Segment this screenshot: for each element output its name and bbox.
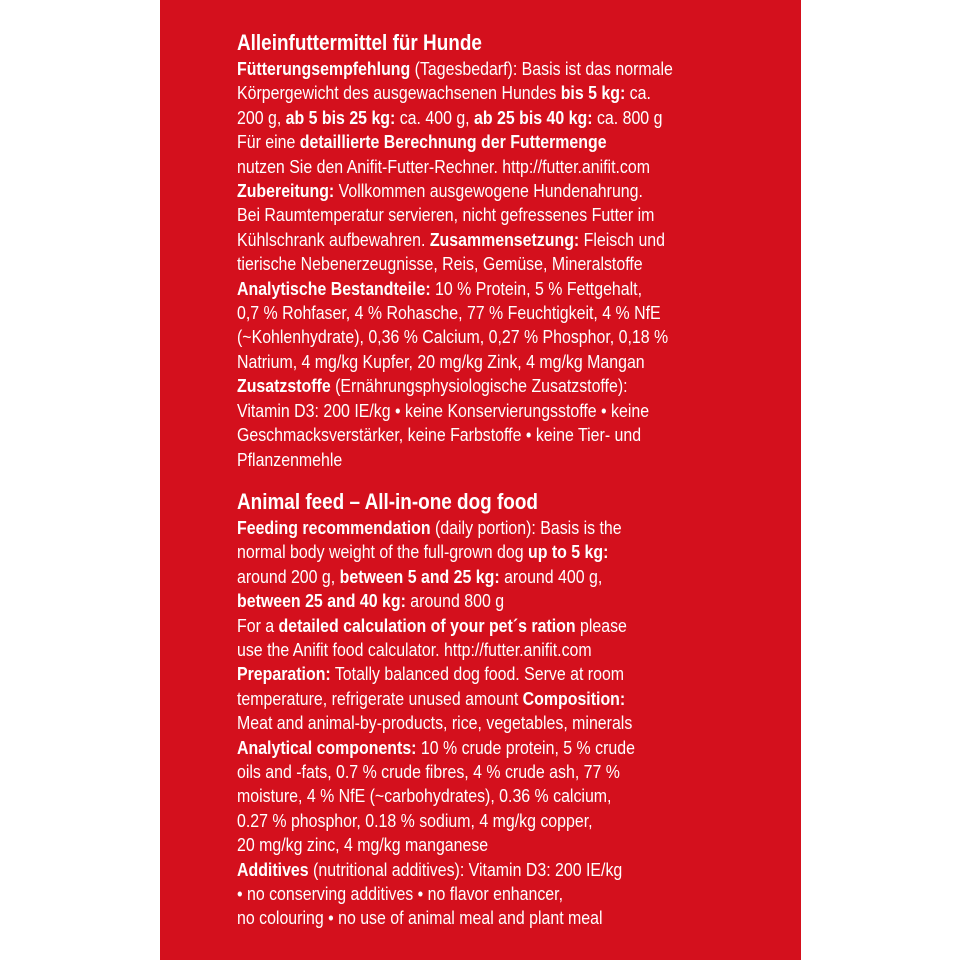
text-run: 200 g, xyxy=(237,106,286,128)
text-run: 0,7 % Rohfaser, 4 % Rohasche, 77 % Feuchtigkeit, 4 % NfE xyxy=(237,302,661,324)
text-run: Körpergewicht des ausgewachsenen Hundes xyxy=(237,82,561,104)
bold-run: ab 25 bis 40 kg: xyxy=(474,106,593,128)
text-run: moisture, 4 % NfE (~carbohydrates), 0.36 % calcium, xyxy=(237,785,612,807)
text-line xyxy=(237,760,719,784)
text-run: Fleisch und xyxy=(579,228,665,250)
text-run: oils and -fats, 0.7 % crude fibres, 4 % crude ash, 77 % xyxy=(237,760,620,782)
text-run: (Ernährungsphysiologische Zusatzstoffe): xyxy=(330,375,628,397)
text-run: ca. xyxy=(625,82,651,104)
text-run: Bei Raumtemperatur servieren, nicht gefressenes Futter im xyxy=(237,204,655,226)
text-line xyxy=(237,858,719,882)
text-run: ca. 400 g, xyxy=(395,106,475,128)
bold-run: detailed calculation of your pet´s ration xyxy=(278,614,576,636)
text-run: Vollkommen ausgewogene Hundenahrung. xyxy=(334,180,643,202)
text-line xyxy=(237,687,719,711)
text-run: around 800 g xyxy=(405,590,505,612)
text-run: (nutritional additives): Vitamin D3: 200 IE/kg xyxy=(308,858,623,880)
text-run: use the Anifit food calculator. http://futter.anifit.com xyxy=(237,638,592,660)
bold-run: Additives xyxy=(237,858,309,880)
label-text-block xyxy=(237,29,797,931)
text-line xyxy=(237,399,719,423)
text-run: tierische Nebenerzeugnisse, Reis, Gemüse, Mineralstoffe xyxy=(237,253,643,275)
bold-run: Preparation: xyxy=(237,663,331,685)
section-title: Animal feed – All-in-one dog food xyxy=(237,488,538,514)
bold-run: Zusatzstoffe xyxy=(237,375,331,397)
text-line xyxy=(237,228,719,252)
text-line xyxy=(237,882,719,906)
text-line xyxy=(237,130,719,154)
text-line xyxy=(237,203,719,227)
text-line xyxy=(237,614,719,638)
text-line xyxy=(237,81,719,105)
bold-run: Feeding recommendation xyxy=(237,516,431,538)
text-line xyxy=(237,809,719,833)
text-run: 0.27 % phosphor, 0.18 % sodium, 4 mg/kg copper, xyxy=(237,809,593,831)
section-body xyxy=(237,516,797,931)
text-line xyxy=(237,106,719,130)
text-run: 10 % crude protein, 5 % crude xyxy=(416,736,635,758)
bold-run: bis 5 kg: xyxy=(560,82,626,104)
text-run: Geschmacksverstärker, keine Farbstoffe • keine Tier- und xyxy=(237,424,642,446)
text-line xyxy=(237,662,719,686)
text-line xyxy=(237,252,719,276)
text-run: 10 % Protein, 5 % Fettgehalt, xyxy=(430,277,643,299)
text-line xyxy=(237,325,719,349)
bold-run: Composition: xyxy=(522,687,626,709)
text-run: Natrium, 4 mg/kg Kupfer, 20 mg/kg Zink, 4 mg/kg Mangan xyxy=(237,350,645,372)
text-run: normal body weight of the full-grown dog xyxy=(237,541,528,563)
text-line xyxy=(237,833,719,857)
text-line xyxy=(237,906,719,930)
text-line xyxy=(237,155,719,179)
text-run: (Tagesbedarf): Basis ist das normale xyxy=(410,58,673,79)
text-run: around 400 g, xyxy=(499,565,603,587)
section-title: Alleinfuttermittel für Hunde xyxy=(237,30,482,55)
text-line xyxy=(237,638,719,662)
text-run: no colouring • no use of animal meal and plant meal xyxy=(237,907,603,929)
bold-run: detaillierte Berechnung der Futtermenge xyxy=(299,131,607,153)
text-line xyxy=(237,423,719,447)
text-run: nutzen Sie den Anifit-Futter-Rechner. http://futter.anifit.com xyxy=(237,155,651,177)
text-line xyxy=(237,179,719,203)
text-line xyxy=(237,374,719,398)
text-run: (daily portion): Basis is the xyxy=(430,516,622,538)
text-line xyxy=(237,711,719,735)
text-line xyxy=(237,516,719,540)
text-run: Kühlschrank aufbewahren. xyxy=(237,228,430,250)
section-german xyxy=(237,29,797,472)
text-line xyxy=(237,350,719,374)
bold-run: Zusammensetzung: xyxy=(429,228,580,250)
text-run: • no conserving additives • no flavor enhancer, xyxy=(237,883,564,904)
text-line xyxy=(237,301,719,325)
bold-run: Fütterungsempfehlung xyxy=(237,58,411,79)
text-run: Vitamin D3: 200 IE/kg • keine Konservierungsstoffe • keine xyxy=(237,399,650,421)
bold-run: Analytical components: xyxy=(237,736,417,758)
text-line xyxy=(237,589,719,613)
bold-run: Zubereitung: xyxy=(237,180,335,202)
section-body xyxy=(237,57,797,472)
text-run: around 200 g, xyxy=(237,565,340,587)
text-line xyxy=(237,57,719,81)
text-run: Meat and animal-by-products, rice, vegetables, minerals xyxy=(237,712,633,734)
text-line xyxy=(237,565,719,589)
section-english xyxy=(237,488,797,931)
text-run: ca. 800 g xyxy=(592,106,663,128)
text-line xyxy=(237,540,719,564)
text-run: 20 mg/kg zinc, 4 mg/kg manganese xyxy=(237,834,489,856)
bold-run: Analytische Bestandteile: xyxy=(237,277,431,299)
text-line xyxy=(237,277,719,301)
text-run: Pflanzenmehle xyxy=(237,448,343,470)
bold-run: up to 5 kg: xyxy=(527,541,609,563)
text-line xyxy=(237,784,719,808)
text-run: (~Kohlenhydrate), 0,36 % Calcium, 0,27 % Phosphor, 0,18 % xyxy=(237,326,669,348)
text-run: temperature, refrigerate unused amount xyxy=(237,687,523,709)
text-run: please xyxy=(575,614,627,636)
text-run: Totally balanced dog food. Serve at room xyxy=(330,663,625,685)
text-run: For a xyxy=(237,614,279,636)
bold-run: between 5 and 25 kg: xyxy=(339,565,500,587)
text-line xyxy=(237,736,719,760)
text-line xyxy=(237,448,719,472)
text-run: Für eine xyxy=(237,131,300,153)
bold-run: ab 5 bis 25 kg: xyxy=(285,106,396,128)
bold-run: between 25 and 40 kg: xyxy=(237,590,406,612)
